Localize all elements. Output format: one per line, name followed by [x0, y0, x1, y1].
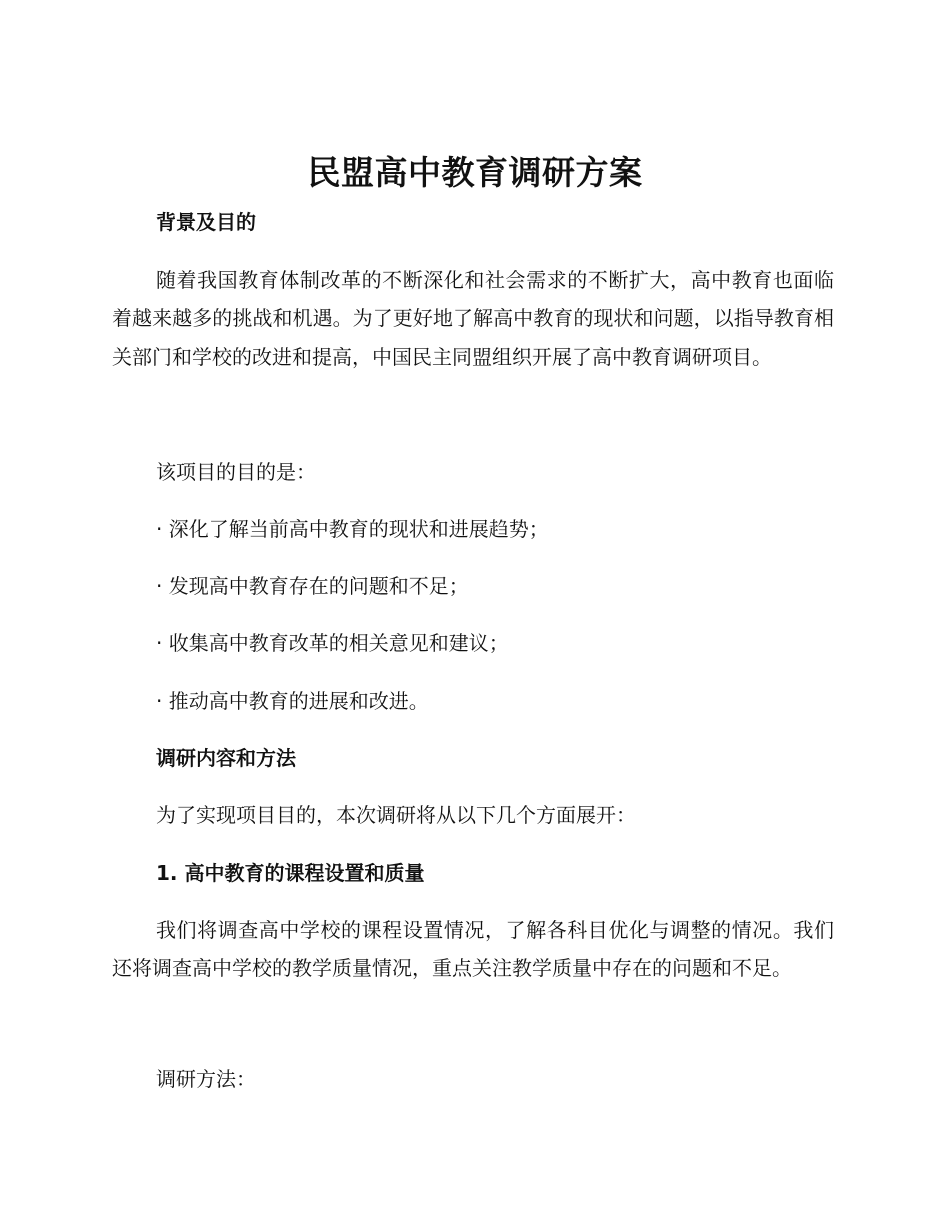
goals-intro: 该项目的目的是：: [156, 460, 316, 484]
goal-item: · 推动高中教育的进展和改进。: [156, 689, 429, 713]
methods-label: 调研方法：: [156, 1067, 256, 1091]
section-heading-content: 调研内容和方法: [156, 746, 296, 770]
item1-heading: 1. 高中教育的课程设置和质量: [156, 861, 425, 885]
item1-paragraph: 我们将调查高中学校的课程设置情况，了解各科目优化与调整的情况。我们还将调查高中学校的教学质量情况，重点关注教学质量中存在的问题和不足。: [112, 918, 834, 981]
goal-item: · 发现高中教育存在的问题和不足；: [156, 574, 469, 598]
content-intro: 为了实现项目目的，本次调研将从以下几个方面展开：: [156, 803, 636, 827]
document-title: 民盟高中教育调研方案: [307, 153, 643, 192]
goal-item: · 深化了解当前高中教育的现状和进展趋势；: [156, 517, 549, 541]
background-paragraph: 随着我国教育体制改革的不断深化和社会需求的不断扩大，高中教育也面临着越来越多的挑战和机遇。为了更好地了解高中教育的现状和问题，以指导教育相关部门和学校的改进和提高，中国民主同盟组织开展了高中教育调研项目。: [112, 268, 834, 369]
goal-item: · 收集高中教育改革的相关意见和建议；: [156, 631, 509, 655]
section-heading-background: 背景及目的: [156, 210, 256, 234]
